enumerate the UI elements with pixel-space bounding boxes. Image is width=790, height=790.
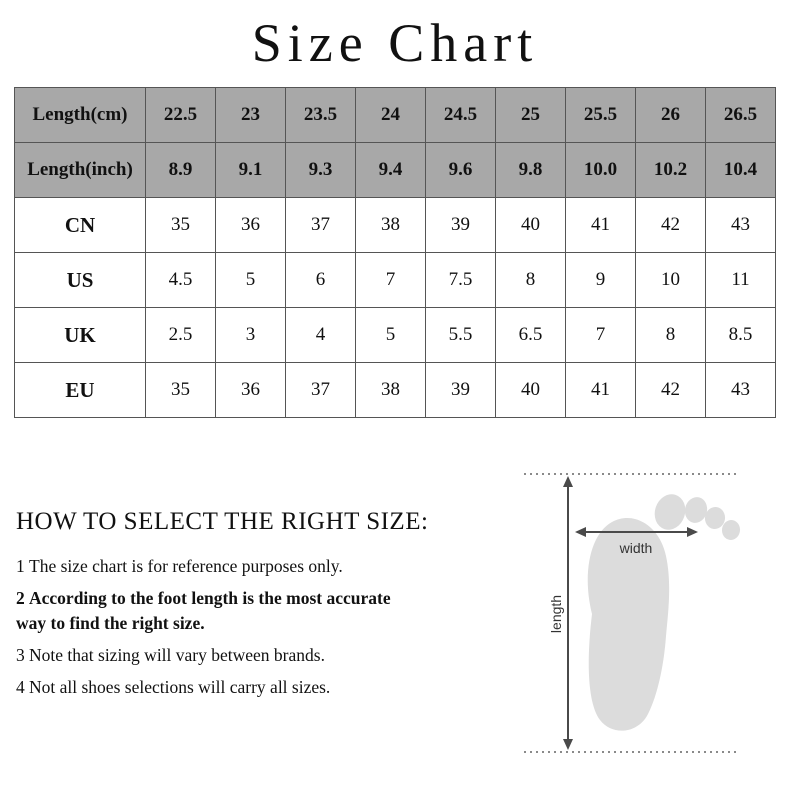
row-header-us: US	[15, 253, 146, 308]
table-row	[15, 88, 776, 143]
table-row	[15, 198, 776, 253]
table-row	[15, 363, 776, 418]
cell: 10	[636, 253, 706, 308]
cell: 43	[706, 363, 776, 418]
row-header-length-cm: Length(cm)	[15, 88, 146, 143]
cell: 38	[356, 198, 426, 253]
list-item-number: 3	[16, 644, 25, 665]
cell: 8	[636, 308, 706, 363]
table-row	[15, 143, 776, 198]
cell: 7	[566, 308, 636, 363]
cell: 38	[356, 363, 426, 418]
cell: 26	[636, 88, 706, 143]
width-label: width	[619, 540, 653, 557]
page-title: Size Chart	[251, 13, 539, 73]
cell: 24.5	[426, 88, 496, 143]
cell: 4.5	[146, 253, 216, 308]
list-item	[16, 554, 486, 579]
cell: 7	[356, 253, 426, 308]
cell: 4	[286, 308, 356, 363]
cell: 9.6	[426, 143, 496, 198]
cell: 8	[496, 253, 566, 308]
foot-measurement-diagram	[500, 464, 772, 774]
cell: 25.5	[566, 88, 636, 143]
cell: 9	[566, 253, 636, 308]
row-header-uk: UK	[15, 308, 146, 363]
list-item-text: Note that sizing will vary between brands.	[29, 644, 325, 665]
cell: 9.4	[356, 143, 426, 198]
list-item-number: 1	[16, 556, 25, 577]
cell: 36	[216, 363, 286, 418]
list-item	[16, 675, 486, 700]
cell: 23	[216, 88, 286, 143]
list-item	[16, 643, 486, 668]
cell: 35	[146, 198, 216, 253]
how-to-select-block	[16, 508, 486, 706]
cell: 40	[496, 198, 566, 253]
cell: 36	[216, 198, 286, 253]
cell: 39	[426, 363, 496, 418]
cell: 8.9	[146, 143, 216, 198]
cell: 10.2	[636, 143, 706, 198]
how-to-list	[16, 554, 486, 699]
table-row	[15, 253, 776, 308]
cell: 8.5	[706, 308, 776, 363]
cell: 39	[426, 198, 496, 253]
lower-section	[0, 464, 790, 784]
cell: 2.5	[146, 308, 216, 363]
cell: 10.4	[706, 143, 776, 198]
cell: 11	[706, 253, 776, 308]
length-arrow	[563, 476, 573, 750]
cell: 7.5	[426, 253, 496, 308]
how-to-heading: HOW TO SELECT THE RIGHT SIZE:	[16, 508, 429, 536]
cell: 40	[496, 363, 566, 418]
row-header-eu: EU	[15, 363, 146, 418]
length-label: length	[548, 595, 564, 634]
cell: 25	[496, 88, 566, 143]
cell: 5.5	[426, 308, 496, 363]
cell: 24	[356, 88, 426, 143]
list-item-number: 2	[16, 588, 25, 609]
cell: 10.0	[566, 143, 636, 198]
table-row	[15, 308, 776, 363]
list-item-text: Not all shoes selections will carry all sizes.	[29, 676, 331, 697]
cell: 37	[286, 363, 356, 418]
cell: 43	[706, 198, 776, 253]
cell: 42	[636, 363, 706, 418]
cell: 9.8	[496, 143, 566, 198]
list-item-text: According to the foot length is the most accurate way to find the right size.	[16, 588, 391, 634]
cell: 41	[566, 198, 636, 253]
list-item-text: The size chart is for reference purposes only.	[29, 556, 343, 577]
cell: 42	[636, 198, 706, 253]
cell: 9.1	[216, 143, 286, 198]
cell: 6.5	[496, 308, 566, 363]
row-header-cn: CN	[15, 198, 146, 253]
cell: 37	[286, 198, 356, 253]
cell: 3	[216, 308, 286, 363]
cell: 23.5	[286, 88, 356, 143]
cell: 6	[286, 253, 356, 308]
size-chart-table	[14, 87, 776, 418]
cell: 26.5	[706, 88, 776, 143]
cell: 5	[356, 308, 426, 363]
cell: 35	[146, 363, 216, 418]
cell: 5	[216, 253, 286, 308]
cell: 22.5	[146, 88, 216, 143]
list-item	[16, 586, 396, 636]
list-item-number: 4	[16, 676, 25, 697]
foot-shape	[588, 491, 742, 731]
cell: 41	[566, 363, 636, 418]
row-header-length-inch: Length(inch)	[15, 143, 146, 198]
cell: 9.3	[286, 143, 356, 198]
